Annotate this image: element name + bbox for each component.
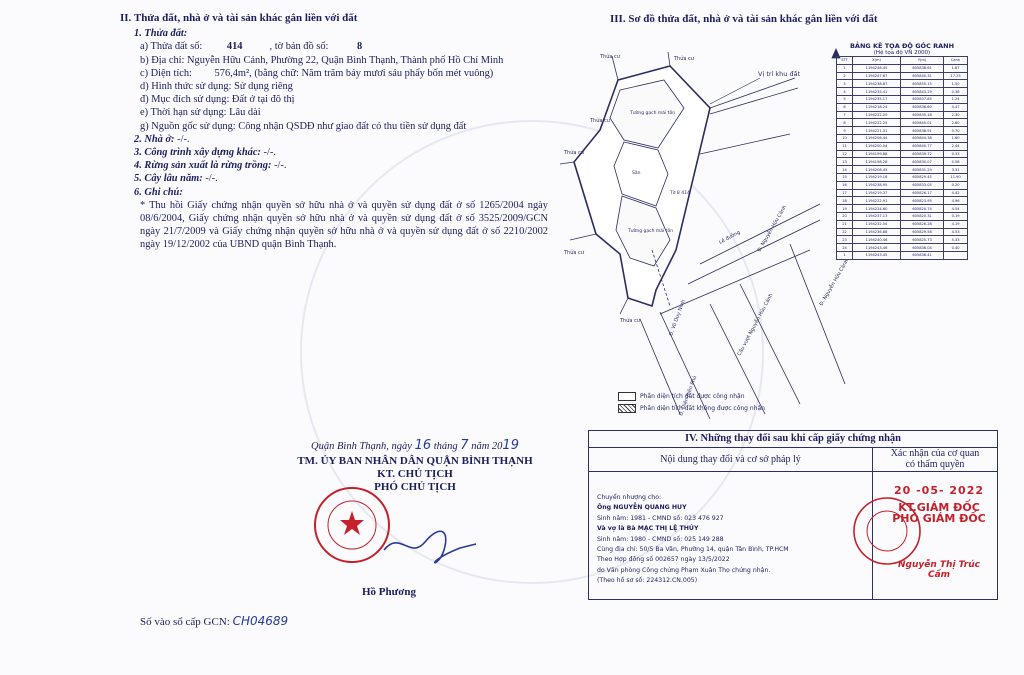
coord-row [837, 134, 968, 142]
coord-cell: 605836.04 [901, 244, 944, 252]
issue-value: CH04689 [232, 614, 289, 628]
neighbor-line-4 [668, 52, 670, 66]
changes-title: IV. Những thay đổi sau khi cấp giấy chứng nhận [589, 431, 997, 448]
forest-label: 4. Rừng sản xuất là rừng trồng: [134, 160, 272, 172]
coord-cell: 1194238.87 [853, 80, 901, 88]
coord-row [837, 166, 968, 174]
legend-recognized [618, 392, 765, 401]
changes-col-confirm [873, 448, 997, 471]
notes-heading: 6. Ghi chú: [134, 186, 183, 198]
neighbor-label-4: Thửa cư [674, 56, 694, 62]
coord-row [837, 158, 968, 166]
coord-cell: 11 [837, 142, 853, 150]
coord-cell: 0.38 [944, 88, 968, 96]
parcel-label: a) Thửa đất số: [140, 41, 203, 53]
coord-cell: 605829.58 [901, 228, 944, 236]
issue-label: Số vào sổ cấp GCN: [140, 616, 230, 628]
road-label-5: Đ. Võ Duy Ninh [668, 299, 687, 337]
house-row [112, 133, 552, 146]
coord-cell: 1194235.17 [853, 95, 901, 103]
parcel-diagram [560, 44, 850, 424]
coord-cell: 24 [837, 244, 853, 252]
road-label-1: Lề đường [718, 229, 742, 246]
coord-cell: 1194240.46 [853, 236, 901, 244]
approval-signer: Nguyễn Thị Trúc Cầm [898, 560, 980, 580]
signer-title-2: PHÓ CHỦ TỊCH [374, 481, 456, 493]
coordinate-subtitle: (Hệ tọa độ VN 2000) [873, 50, 931, 56]
coord-row [837, 205, 968, 213]
coord-row [837, 173, 968, 181]
coord-cell: 15 [837, 173, 853, 181]
coord-cell: 22 [837, 228, 853, 236]
coord-row [837, 103, 968, 111]
coord-cell: 605855.15 [901, 80, 944, 88]
coord-cell: 605836.41 [901, 251, 944, 259]
coord-cell: 1.87 [944, 64, 968, 72]
confirm-line-2: có thẩm quyền [905, 459, 965, 470]
land-info-section [112, 12, 552, 252]
coord-cell: 1194199.88 [853, 150, 901, 158]
house-label: 2. Nhà ở: [134, 133, 175, 145]
road-edge-2 [710, 88, 798, 114]
coord-cell: 4.47 [944, 103, 968, 111]
coord-cell: 605831.29 [901, 166, 944, 174]
date-month: 7 [460, 438, 469, 453]
coordinate-grid [836, 56, 968, 260]
road-edge-3 [700, 134, 790, 154]
coord-cell: 605837.85 [901, 95, 944, 103]
date-day: 16 [414, 438, 432, 453]
neighbor-line-2 [570, 234, 596, 240]
confirm-line-1: Xác nhận của cơ quan [890, 448, 980, 459]
coord-cell: 605840.31 [901, 72, 944, 80]
legend-swatch-hatched [618, 404, 636, 413]
changes-table [588, 430, 998, 600]
coord-cell: 4.54 [944, 205, 968, 213]
coord-row [837, 88, 968, 96]
neighbor-label-2: Thửa cư [564, 250, 584, 256]
tree-row [112, 172, 552, 185]
coord-cell: 605820.31 [901, 212, 944, 220]
issue-number-row [140, 614, 288, 628]
change-line: Ông NGUYỄN QUANG HUY [597, 504, 687, 512]
coord-cell: 10 [837, 134, 853, 142]
coord-cell: 2.30 [944, 111, 968, 119]
neighbor-label-3: Thửa cư [600, 54, 620, 60]
changes-content [597, 493, 867, 587]
tree-value: -/-. [205, 173, 218, 185]
coord-row [837, 236, 968, 244]
coord-cell: 1194222.20 [853, 111, 901, 119]
coord-cell: 3 [837, 80, 853, 88]
map-sheet-value: 8 [357, 41, 363, 53]
coord-cell: 6 [837, 103, 853, 111]
changes-header-row [589, 448, 997, 472]
coord-cell: 1194200.04 [853, 142, 901, 150]
coord-cell: 1194248.45 [853, 64, 901, 72]
change-line: Cùng địa chỉ: 50/5 Ba Vân, Phường 14, quận Tân Bình, TP.HCM [597, 546, 789, 554]
coord-cell: 605829.45 [901, 173, 944, 181]
coord-cell: 605826.17 [901, 189, 944, 197]
coord-row [837, 72, 968, 80]
neighbor-label-5: Thửa cư [590, 118, 610, 124]
coord-cell: 1194219.16 [853, 173, 901, 181]
coord-cell: 1194198.28 [853, 158, 901, 166]
issuing-org: TM. ỦY BAN NHÂN DÂN QUẬN BÌNH THẠNH [297, 455, 533, 467]
place-date [260, 438, 570, 453]
coord-cell: 1194238.95 [853, 181, 901, 189]
land-heading: 1. Thửa đất: [134, 28, 188, 40]
coord-cell: 9 [837, 127, 853, 135]
coord-cell: 3.31 [944, 166, 968, 174]
usage-origin-row: g) Nguồn gốc sử dụng: Công nhận QSDĐ như giao đất có thu tiền sử dụng đất [140, 120, 467, 132]
coord-cell: 17.25 [944, 72, 968, 80]
legend-unrecognized-label: Phần diện tích đất không được công nhận [640, 405, 765, 412]
coord-cell: 12 [837, 150, 853, 158]
road-label-3: Đ. Nguyễn Hữu Cảnh [818, 258, 850, 307]
coord-cell: 0.20 [944, 181, 968, 189]
approval-title-2: PHÓ GIÁM ĐỐC [892, 512, 986, 525]
coord-cell: 605838.61 [901, 64, 944, 72]
coord-cell: 1194232.54 [853, 220, 901, 228]
legend-unrecognized [618, 404, 765, 413]
change-line: Sinh năm: 1980 - CMND số: 025 149 288 [597, 535, 724, 543]
year-label: năm 20 [471, 441, 503, 452]
coord-cell: 605845.01 [901, 119, 944, 127]
section-title: II. Thửa đất, nhà ở và tài sản khác gắn liền với đất [120, 12, 358, 24]
month-label: tháng [433, 441, 458, 452]
coord-cell: 7 [837, 111, 853, 119]
approval-stamp [889, 484, 989, 580]
lot-label: Tờ 8 414 [670, 191, 690, 196]
coord-row [837, 119, 968, 127]
coord-cell: 605826.28 [901, 220, 944, 228]
coord-cell: 1194219.37 [853, 189, 901, 197]
coord-cell: 13 [837, 158, 853, 166]
change-line: Theo Hợp đồng số 002657 ngày 13/5/2022 [597, 556, 730, 564]
coord-cell: 0.58 [944, 158, 968, 166]
coord-cell: 14 [837, 166, 853, 174]
address-row: b) Địa chỉ: Nguyễn Hữu Cảnh, Phường 22, Quận Bình Thạnh, Thành phố Hồ Chí Minh [140, 54, 504, 66]
coord-row [837, 244, 968, 252]
bridge-label: Cầu vượt Nguyễn Hữu Cảnh [736, 292, 775, 357]
coord-cell: 605838.91 [901, 127, 944, 135]
coord-row [837, 189, 968, 197]
coord-row [837, 127, 968, 135]
site-pointer [710, 78, 760, 104]
forest-value: -/-. [274, 160, 287, 172]
parcel-value: 414 [226, 41, 243, 53]
coord-cell: 4 [837, 88, 853, 96]
neighbor-label-6: Thửa cư [620, 318, 640, 324]
coord-cell: 5 [837, 95, 853, 103]
coord-cell: 1.50 [944, 80, 968, 88]
coord-cell: 1194247.67 [853, 72, 901, 80]
coord-cell: 4.53 [944, 228, 968, 236]
house-label-2: Tường gạch mái tôn [628, 229, 674, 234]
diagram-title: III. Sơ đồ thửa đất, nhà ở và tài sản khác gắn liền với đất [610, 13, 878, 25]
usage-term-row: e) Thời hạn sử dụng: Lâu dài [140, 107, 261, 119]
coord-row [837, 197, 968, 205]
coord-cell: 0.40 [944, 244, 968, 252]
coord-cell: 1194206.44 [853, 134, 901, 142]
road-edge-4 [700, 204, 820, 264]
coordinate-table [836, 42, 968, 260]
tree-label: 5. Cây lâu năm: [134, 173, 203, 185]
coord-row [837, 251, 968, 259]
coord-cell: 1194221.31 [853, 127, 901, 135]
parcel-number-row [112, 40, 552, 53]
coord-cell: 16 [837, 181, 853, 189]
changes-col-content: Nội dung thay đổi và cơ sở pháp lý [589, 448, 873, 471]
usage-purpose-row: đ) Mục đích sử dụng: Đất ở tại đô thị [140, 94, 295, 106]
neighbor-line-1 [560, 162, 574, 164]
coord-cell: 23 [837, 236, 853, 244]
coord-cell: 17 [837, 189, 853, 197]
site-label: Vị trí khu đất [758, 70, 801, 78]
house-label-1: Tường gạch mái tôn [630, 111, 676, 116]
change-line: do Văn phòng Công chứng Phạm Xuân Thọ chứng nhận. [597, 566, 771, 574]
signer-name: Hồ Phương [362, 586, 416, 598]
coord-cell: 605839.72 [901, 150, 944, 158]
house-value: -/-. [177, 133, 190, 145]
coord-cell: 2.80 [944, 119, 968, 127]
coord-cell: 1194222.91 [853, 197, 901, 205]
coord-cell: 605843.29 [901, 88, 944, 96]
coord-row [837, 220, 968, 228]
coord-cell: 1194222.25 [853, 119, 901, 127]
neighbor-line-5 [620, 298, 628, 314]
coord-cell: 2 [837, 72, 853, 80]
coord-cell: 11.90 [944, 173, 968, 181]
signature-scribble [380, 520, 480, 570]
coord-cell: 605833.05 [901, 181, 944, 189]
coord-cell: 605840.77 [901, 142, 944, 150]
coord-row [837, 142, 968, 150]
coord-header-2: Y(m) [901, 57, 944, 65]
change-line: Sinh năm: 1981 - CMND số: 023 476 927 [597, 514, 724, 522]
coord-cell: 4.42 [944, 189, 968, 197]
diagram-legend [618, 392, 765, 416]
coord-cell: 20 [837, 212, 853, 220]
coord-cell: 605820.74 [901, 205, 944, 213]
coord-cell: 8 [837, 119, 853, 127]
date-year: 19 [502, 438, 519, 453]
coord-cell: 4.96 [944, 197, 968, 205]
coord-cell: 0.19 [944, 212, 968, 220]
signer-title-1: KT. CHỦ TỊCH [377, 468, 453, 480]
usage-form-row: d) Hình thức sử dụng: Sử dụng riêng [140, 81, 293, 93]
legend-recognized-label: Phần diện tích đất được công nhận [640, 393, 745, 400]
coord-cell: 1194243.45 [853, 251, 901, 259]
coord-cell: 605823.95 [901, 197, 944, 205]
change-line: Và vợ là Bà MẠC THỊ LỆ THÚY [597, 525, 699, 533]
coord-cell: 1.24 [944, 95, 968, 103]
area-value: 576,4m², (bằng chữ: Năm trăm bảy mươi sáu phẩy bốn mét vuông) [214, 67, 494, 79]
coord-cell: 605830.07 [901, 158, 944, 166]
coord-row [837, 95, 968, 103]
coord-row [837, 64, 968, 72]
coord-cell: 1 [837, 251, 853, 259]
coord-cell: 1194235.41 [853, 88, 901, 96]
construction-value: -/-. [263, 147, 276, 159]
area-label: c) Diện tích: [140, 67, 192, 79]
place-date-prefix: Quận Bình Thạnh, ngày [311, 441, 412, 452]
coord-row [837, 181, 968, 189]
coord-cell: 1 [837, 64, 853, 72]
road-edge-5 [688, 220, 820, 284]
coord-cell: 19 [837, 205, 853, 213]
coord-header-3: Cạnh [944, 57, 968, 65]
coord-row [837, 111, 968, 119]
coord-cell: 4.19 [944, 220, 968, 228]
area-row [112, 67, 552, 80]
coord-cell: 5.33 [944, 236, 968, 244]
approval-title-1: KT.GIÁM ĐỐC [898, 501, 980, 514]
signature-block [260, 438, 570, 493]
coord-cell: 1194224.60 [853, 205, 901, 213]
coord-cell: 0.33 [944, 150, 968, 158]
change-line: Chuyển nhượng cho: [597, 494, 662, 501]
coord-cell: 18 [837, 197, 853, 205]
neighbor-label-1: Thửa cư [564, 150, 584, 156]
coord-cell: 1194237.13 [853, 212, 901, 220]
coord-header-0: STT [837, 57, 853, 65]
road-edge-11 [790, 244, 845, 384]
legend-swatch-plain [618, 392, 636, 401]
coord-cell: 605825.73 [901, 236, 944, 244]
coord-cell: 605835.18 [901, 111, 944, 119]
change-line: (Theo hồ sơ số: 224312.CN.005) [597, 577, 698, 585]
coord-cell: 605844.38 [901, 134, 944, 142]
road-label-4: Đ. Điện Biên Phủ [678, 375, 699, 417]
coord-row [837, 80, 968, 88]
courtyard-label: Sân [632, 171, 641, 176]
coord-row [837, 212, 968, 220]
approval-date: 20 -05- 2022 [893, 484, 985, 497]
map-sheet-label: , tờ bản đồ số: [269, 41, 329, 53]
notes-text: * Thu hồi Giấy chứng nhận quyền sở hữu nhà ở và quyền sử dụng đất ở số 1265/2004 ngày 08/6/2004, Giấy chứng nhận quyền sở hữu nhà ở và quyền sử dụng đất ở số 3525/2009/GCN ngày 21/7/2009 và Giấy chứng nhận quyền sở hữu nhà ở và quyền sử dụng đất ở số 2210/2002 ngày 19/12/2002 của UBND quận Bình Thạnh. [140, 199, 548, 251]
coord-cell [944, 251, 968, 259]
coord-cell: 1194243.46 [853, 244, 901, 252]
coord-cell: 605836.60 [901, 103, 944, 111]
road-label-2: Đ. Nguyễn Hữu Cảnh [756, 204, 788, 253]
coord-cell: 1194208.45 [853, 166, 901, 174]
coord-cell: 1194236.88 [853, 228, 901, 236]
coord-cell: 1194218.24 [853, 103, 901, 111]
coord-cell: 1.60 [944, 134, 968, 142]
coord-header-1: X(m) [853, 57, 901, 65]
coord-row [837, 228, 968, 236]
coordinate-title: BẢNG KÊ TỌA ĐỘ GÓC RANH [849, 42, 955, 50]
forest-row [112, 159, 552, 172]
construction-label: 3. Công trình xây dựng khác: [134, 147, 261, 159]
coord-cell: 0.70 [944, 127, 968, 135]
coord-cell: 21 [837, 220, 853, 228]
coord-cell: 2.44 [944, 142, 968, 150]
construction-row [112, 146, 552, 159]
coord-row [837, 150, 968, 158]
